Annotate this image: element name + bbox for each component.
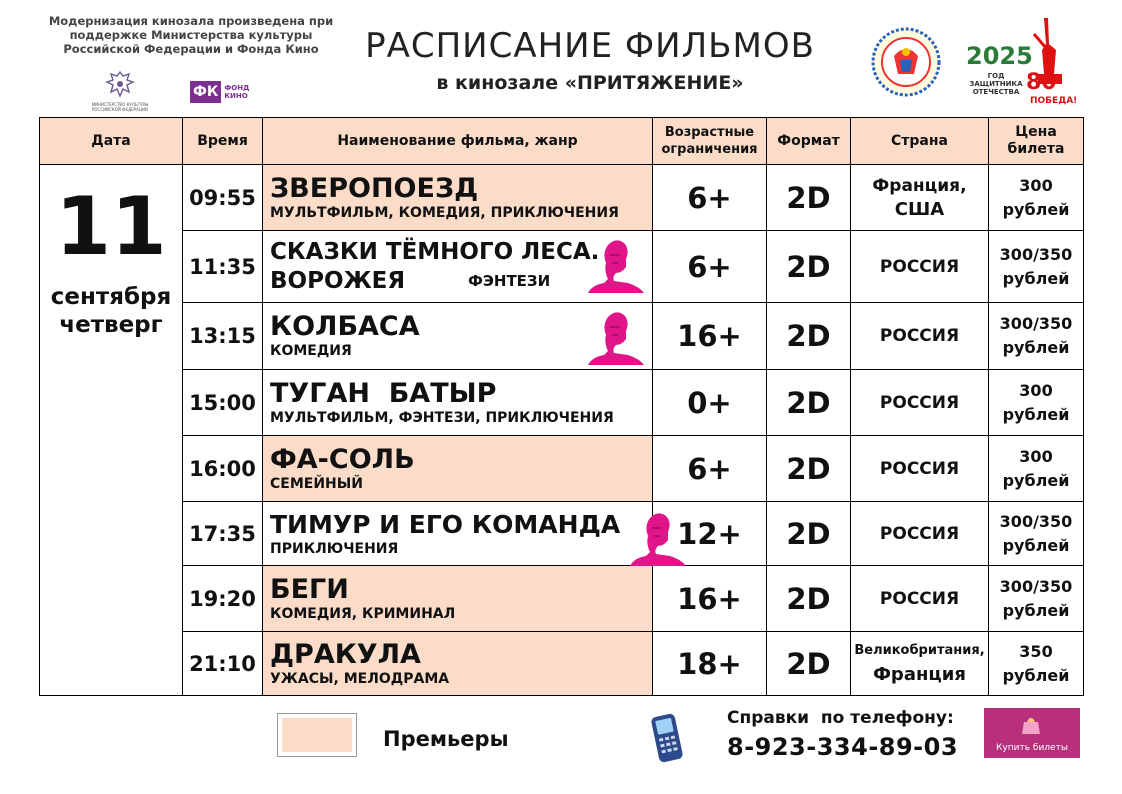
film-title: БЕГИ	[270, 573, 349, 605]
victory-text: ПОБЕДА!	[1030, 96, 1078, 106]
film-title: ФА-СОЛЬ	[270, 443, 415, 475]
ticket-price	[989, 165, 1084, 231]
note-line: поддержке Министерства культуры	[69, 28, 313, 42]
showtime: 21:10	[183, 632, 263, 696]
price-value: 300/350	[999, 314, 1073, 333]
age-rating: 18+	[653, 632, 767, 696]
premiere-swatch-fill	[282, 718, 352, 752]
table-row	[40, 165, 1084, 231]
format: 2D	[767, 502, 851, 566]
format: 2D	[767, 231, 851, 303]
price-currency: рублей	[1002, 199, 1070, 219]
price-currency: рублей	[1002, 665, 1070, 685]
eagle-emblem-icon	[105, 70, 135, 98]
age-rating: 16+	[653, 303, 767, 370]
film-genre: СЕМЕЙНЫЙ	[270, 475, 363, 492]
age-rating: 6+	[653, 165, 767, 231]
header-format: Формат	[767, 118, 851, 165]
premiere-legend-swatch	[277, 713, 357, 757]
format: 2D	[767, 303, 851, 370]
mobile-phone-icon	[649, 713, 685, 763]
age-rating: 6+	[653, 436, 767, 502]
format: 2D	[767, 165, 851, 231]
premiere-legend-label: Премьеры	[383, 727, 509, 751]
film-genre: МУЛЬТФИЛЬМ, КОМЕДИЯ, ПРИКЛЮЧЕНИЯ	[270, 204, 619, 221]
country-line: Франция,	[872, 175, 967, 196]
showtime: 17:35	[183, 502, 263, 566]
film-title: СКАЗКИ ТЁМНОГО ЛЕСА.	[270, 238, 600, 265]
film-genre: МУЛЬТФИЛЬМ, ФЭНТЕЗИ, ПРИКЛЮЧЕНИЯ	[270, 409, 614, 426]
ticket-price	[989, 632, 1084, 696]
date-month: сентября	[50, 284, 172, 310]
year-caption: ГОД ЗАЩИТНИКА ОТЕЧЕСТВА	[969, 72, 1023, 96]
showtime: 15:00	[183, 370, 263, 436]
film-title: ЗВЕРОПОЕЗД	[270, 172, 479, 204]
table-row	[40, 303, 1084, 370]
fond-kino-logo	[190, 79, 258, 105]
table-row	[40, 566, 1084, 632]
price-currency: рублей	[1002, 600, 1070, 620]
film-cell[interactable]	[263, 436, 653, 502]
table-header-row	[40, 118, 1084, 165]
showtime: 13:15	[183, 303, 263, 370]
price-currency: рублей	[1002, 338, 1070, 357]
modernization-note	[48, 14, 334, 56]
price-currency: рублей	[1002, 535, 1070, 555]
film-cell[interactable]	[263, 632, 653, 696]
film-title: КОЛБАСА	[270, 311, 420, 342]
header-time: Время	[183, 118, 263, 165]
ministry-of-culture-logo	[90, 70, 150, 110]
price-value: 300/350	[999, 244, 1073, 264]
film-cell[interactable]	[263, 303, 653, 370]
ticket-price	[989, 231, 1084, 303]
ticket-price	[989, 370, 1084, 436]
price-currency: рублей	[1002, 404, 1070, 424]
age-rating: 12+	[653, 502, 767, 566]
price-value: 300	[1019, 380, 1053, 400]
schedule-table	[39, 117, 1084, 696]
country: РОССИЯ	[851, 370, 989, 436]
table-row	[40, 231, 1084, 303]
film-cell[interactable]	[263, 165, 653, 231]
price-value: 300	[1019, 175, 1053, 195]
format: 2D	[767, 566, 851, 632]
country-line: Великобритания,	[854, 642, 985, 658]
date-cell	[40, 165, 183, 696]
fk-text-line: КИНО	[224, 92, 248, 100]
film-genre: КОМЕДИЯ, КРИМИНАЛ	[270, 605, 456, 622]
ticket-price	[989, 303, 1084, 370]
buy-tickets-button[interactable]	[984, 708, 1080, 758]
ticket-price	[989, 566, 1084, 632]
showtime: 09:55	[183, 165, 263, 231]
film-title-line2: ВОРОЖЕЯ	[270, 267, 406, 294]
country-line: Франция	[873, 663, 966, 685]
buy-tickets-label: Купить билеты	[996, 743, 1068, 753]
header-date: Дата	[40, 118, 183, 165]
film-genre: КОМЕДИЯ	[270, 343, 352, 359]
page-title: РАСПИСАНИЕ ФИЛЬМОВ	[365, 26, 815, 66]
age-rating: 16+	[653, 566, 767, 632]
country: РОССИЯ	[851, 303, 989, 370]
ticket-price	[989, 436, 1084, 502]
film-title: ТУГАН БАТЫР	[270, 377, 497, 409]
date-weekday: четверг	[59, 312, 163, 338]
note-line: Российской Федерации и Фонда Кино	[63, 42, 319, 56]
culture-center-logo	[870, 26, 942, 98]
ticket-icon	[1020, 716, 1042, 736]
header-country: Страна	[851, 118, 989, 165]
film-genre: УЖАСЫ, МЕЛОДРАМА	[270, 670, 450, 687]
year-2025: 2025	[966, 42, 1033, 70]
page-subtitle: в кинозале «ПРИТЯЖЕНИЕ»	[436, 72, 744, 94]
pushkin-card-icon	[586, 309, 646, 365]
header-age: Возрастные ограничения	[653, 118, 767, 165]
date-day: 11	[55, 180, 167, 273]
country: РОССИЯ	[851, 231, 989, 303]
format: 2D	[767, 370, 851, 436]
country: РОССИЯ	[851, 566, 989, 632]
format: 2D	[767, 632, 851, 696]
table-row	[40, 370, 1084, 436]
phone-number[interactable]: 8-923-334-89-03	[727, 733, 959, 761]
table-row	[40, 632, 1084, 696]
country-line: США	[894, 198, 945, 220]
ticket-price	[989, 502, 1084, 566]
film-cell[interactable]	[263, 370, 653, 436]
film-cell[interactable]	[263, 231, 653, 303]
table-row	[40, 502, 1084, 566]
film-title: ДРАКУЛА	[270, 638, 421, 670]
price-value: 300/350	[999, 511, 1073, 531]
header-film: Наименование фильма, жанр	[263, 118, 653, 165]
country: РОССИЯ	[851, 436, 989, 502]
table-row	[40, 436, 1084, 502]
pushkin-card-icon	[628, 510, 688, 566]
film-cell[interactable]	[263, 566, 653, 632]
pushkin-card-icon	[586, 237, 646, 293]
country	[851, 165, 989, 231]
showtime: 11:35	[183, 231, 263, 303]
film-cell[interactable]	[263, 502, 653, 566]
fk-text	[224, 84, 249, 100]
fk-mark: ФК	[190, 81, 221, 103]
price-currency: рублей	[1002, 268, 1070, 288]
country: РОССИЯ	[851, 502, 989, 566]
ministry-caption: МИНИСТЕРСТВО КУЛЬТУРЫ РОССИЙСКОЙ ФЕДЕРАЦИИ	[91, 102, 149, 112]
film-title: ТИМУР И ЕГО КОМАНДА	[270, 509, 621, 539]
showtime: 19:20	[183, 566, 263, 632]
phone-label: Справки по телефону:	[727, 708, 954, 728]
format: 2D	[767, 436, 851, 502]
note-line: Модернизация кинозала произведена при	[48, 14, 334, 28]
price-value: 300	[1019, 446, 1053, 466]
showtime: 16:00	[183, 436, 263, 502]
header-price: Цена билета	[989, 118, 1084, 165]
price-value: 350	[1019, 641, 1053, 661]
fk-text-line: ФОНД	[224, 84, 250, 92]
price-value: 300/350	[999, 576, 1073, 596]
price-currency: рублей	[1002, 470, 1070, 490]
year-of-defender-logo	[962, 14, 1077, 104]
country	[851, 632, 989, 696]
age-rating: 6+	[653, 231, 767, 303]
film-genre: ФЭНТЕЗИ	[468, 272, 551, 290]
age-rating: 0+	[653, 370, 767, 436]
film-genre: ПРИКЛЮЧЕНИЯ	[270, 540, 399, 557]
anniversary-80: 80	[1026, 70, 1057, 95]
